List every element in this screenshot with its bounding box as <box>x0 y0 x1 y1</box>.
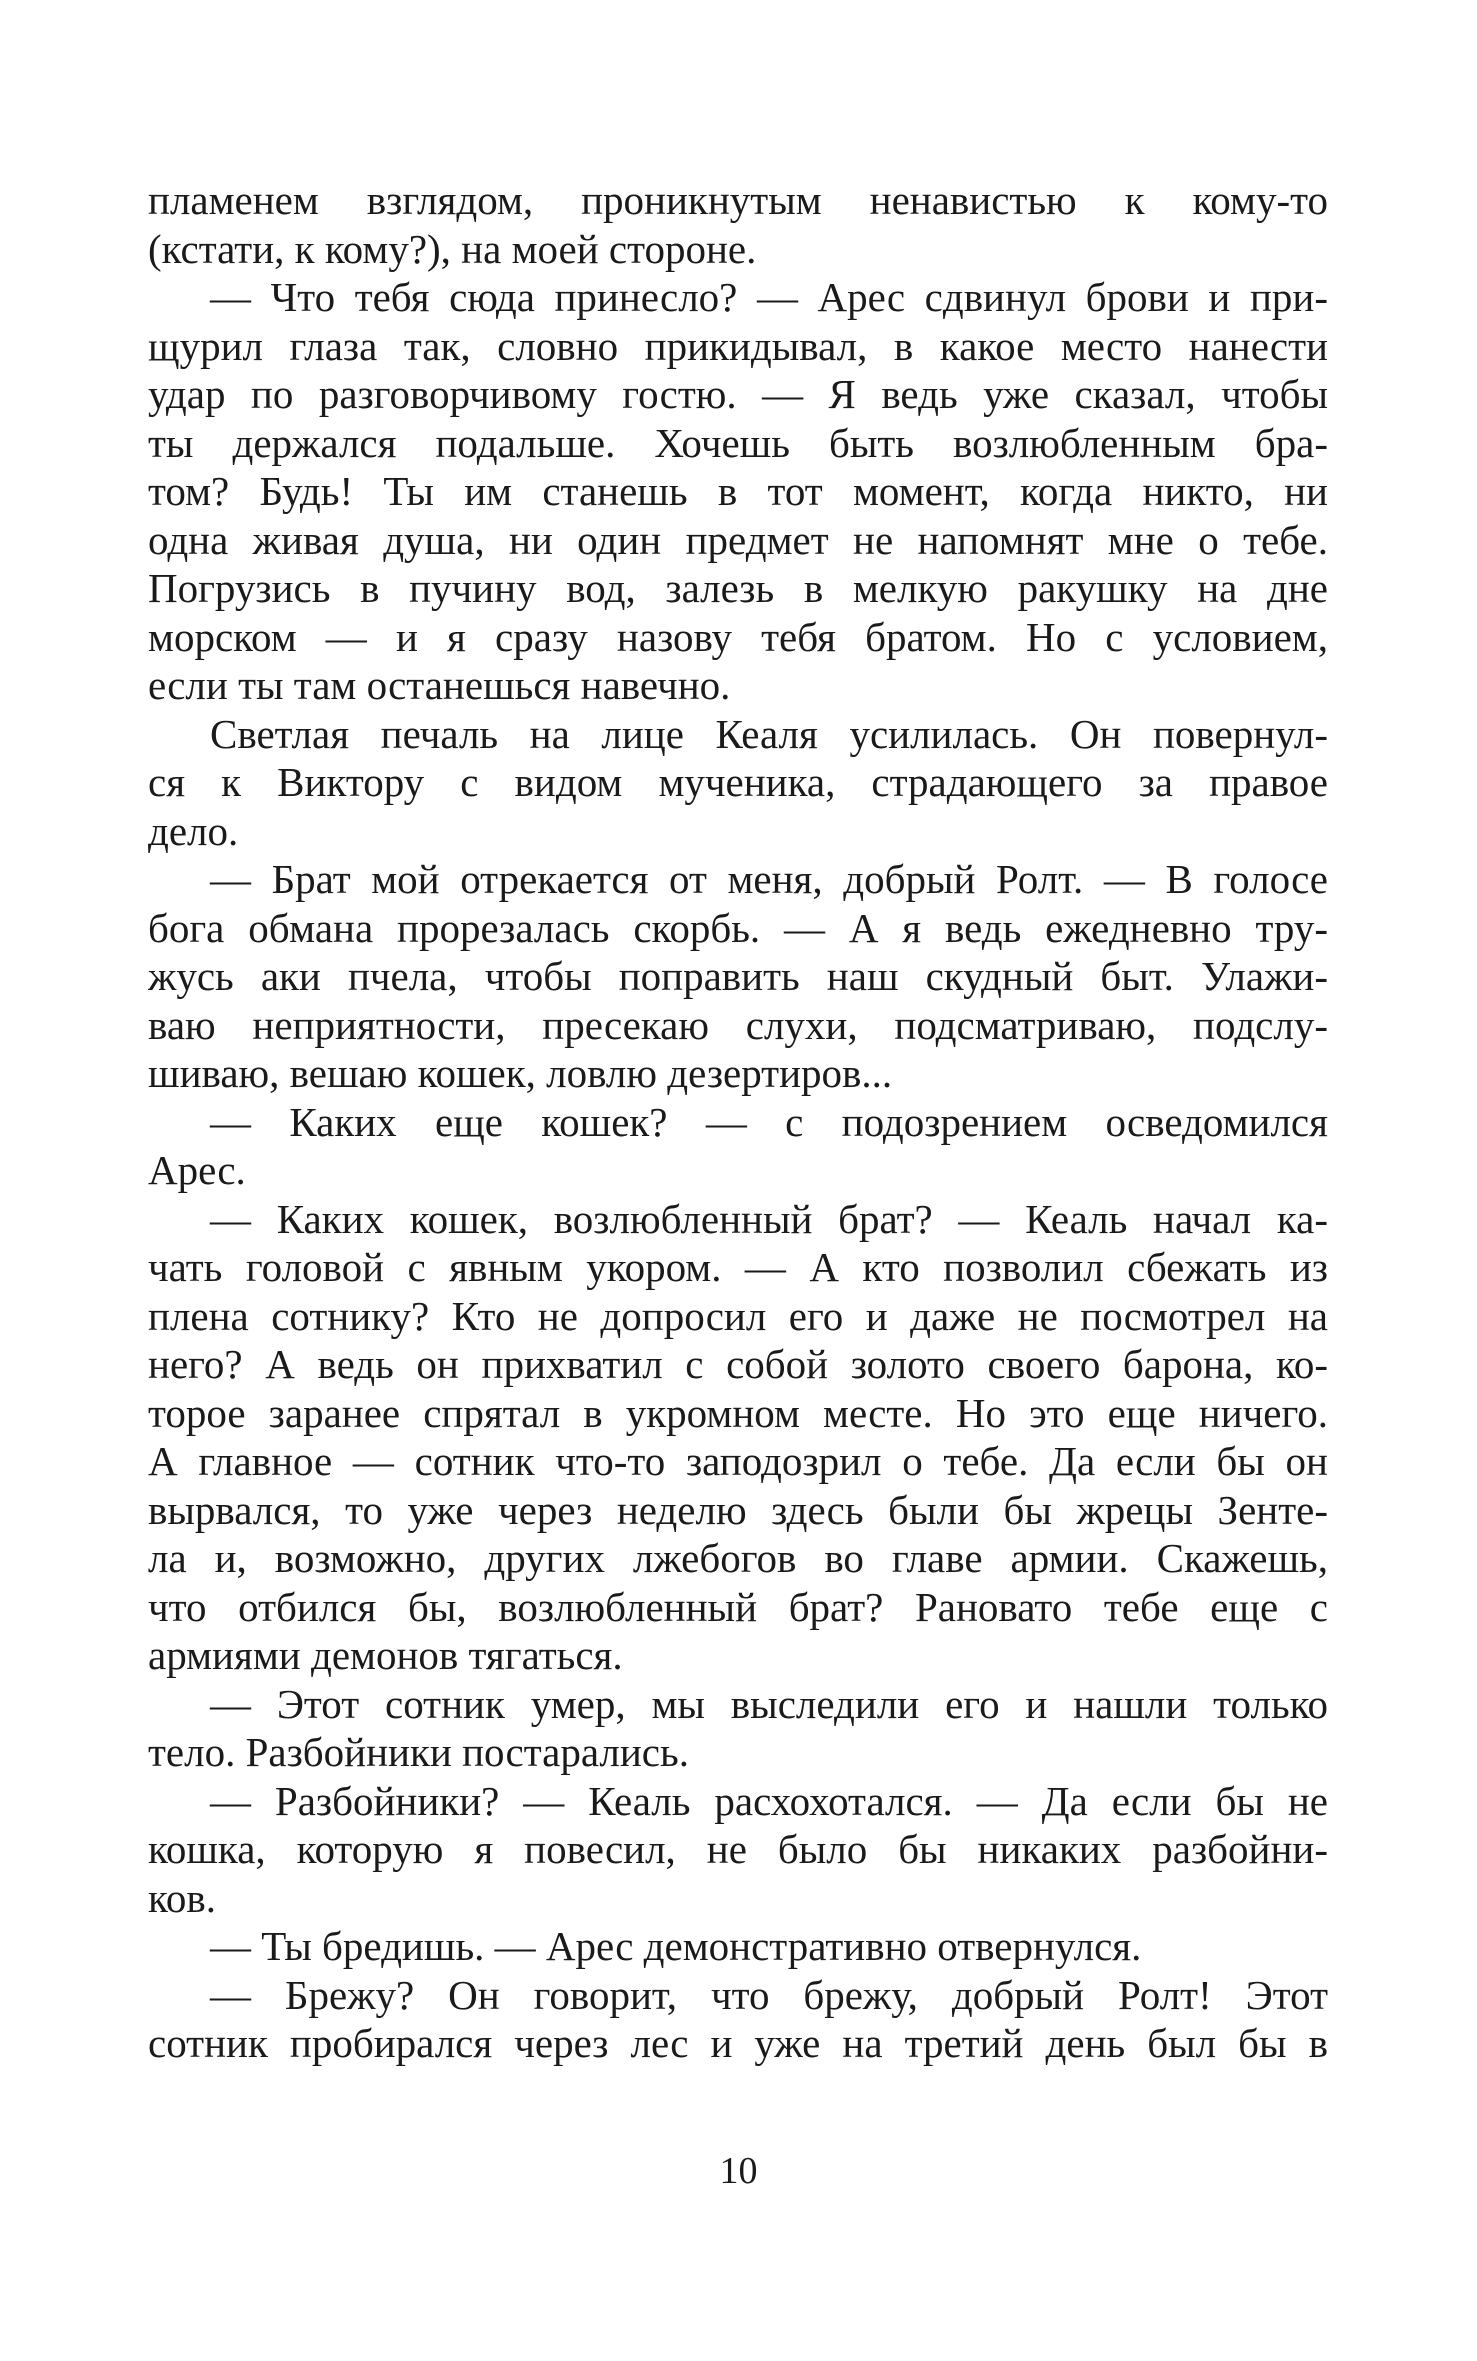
text-line: тело. Разбойники постарались. <box>148 1729 689 1775</box>
text-line: него? А ведь он прихватил с собой золото своего барона, ко- <box>148 1341 1328 1387</box>
text-line: бога обмана прорезалась скорбь. — А я ведь ежедневно тру- <box>148 904 1328 951</box>
text-line: щурил глаза так, словно прикидывал, в какое место нанести <box>148 322 1328 369</box>
text-line: вырвался, то уже через неделю здесь были бы жрецы Зенте- <box>148 1486 1328 1533</box>
text-line: удар по разговорчивому гостю. — Я ведь уже сказал, чтобы <box>148 371 1328 417</box>
text-line: Арес. <box>148 1147 246 1193</box>
text-line: торое заранее спрятал в укромном месте. Но это еще ничего. <box>148 1389 1328 1436</box>
text-line: — Что тебя сюда принесло? — Арес сдвинул брови и при- <box>210 274 1328 320</box>
text-line: что отбился бы, возлюбленный брат? Рановато тебе еще с <box>148 1583 1328 1630</box>
text-line: — Этот сотник умер, мы выследили его и нашли только <box>210 1680 1328 1727</box>
text-line: жусь аки пчела, чтобы поправить наш скудный быт. Улажи- <box>148 953 1328 999</box>
text-line: армиями демонов тягаться. <box>148 1632 623 1678</box>
text-line: если ты там останешься навечно. <box>148 662 731 708</box>
body-text <box>148 176 1328 2068</box>
text-line: том? Будь! Ты им станешь в тот момент, когда никто, ни <box>148 468 1328 514</box>
text-line: — Брат мой отрекается от меня, добрый Ролт. — В голосе <box>210 856 1328 902</box>
text-line: одна живая душа, ни один предмет не напомнят мне о тебе. <box>148 516 1328 563</box>
text-line: дело. <box>148 807 239 854</box>
text-line: ты держался подальше. Хочешь быть возлюбленным бра- <box>148 419 1328 466</box>
text-line: чать головой с явным укором. — А кто позволил сбежать из <box>148 1244 1328 1290</box>
text-line: — Каких еще кошек? — с подозрением осведомился <box>210 1098 1328 1145</box>
text-line: ваю неприятности, пресекаю слухи, подсматриваю, подслу- <box>148 1001 1328 1048</box>
text-line: (кстати, к кому?), на моей стороне. <box>148 225 757 272</box>
text-line: — Каких кошек, возлюбленный брат? — Кеаль начал ка- <box>210 1195 1328 1242</box>
text-line: Светлая печаль на лице Кеаля усилилась. Он повернул- <box>210 710 1328 757</box>
text-line: ла и, возможно, других лжебогов во главе армии. Скажешь, <box>148 1535 1328 1581</box>
text-line: пламенем взглядом, проникнутым ненавистью к кому-то <box>148 177 1328 223</box>
text-line: шиваю, вешаю кошек, ловлю дезертиров... <box>148 1050 893 1096</box>
text-line: — Брежу? Он говорит, что брежу, добрый Ролт! Этот <box>210 1971 1328 2018</box>
text-line: ся к Виктору с видом мученика, страдающего за правое <box>148 759 1328 805</box>
text-line: сотник пробирался через лес и уже на третий день был бы в <box>148 2020 1328 2066</box>
page-number: 10 <box>719 2150 758 2192</box>
text-line: кошка, которую я повесил, не было бы никаких разбойни- <box>148 1826 1328 1872</box>
text-line: — Разбойники? — Кеаль расхохотался. — Да если бы не <box>210 1777 1328 1824</box>
text-line: Погрузись в пучину вод, залезь в мелкую ракушку на дне <box>148 565 1328 611</box>
text-line: морском — и я сразу назову тебя братом. Но с условием, <box>148 613 1328 660</box>
text-line: плена сотнику? Кто не допросил его и даже не посмотрел на <box>148 1292 1328 1339</box>
text-line: — Ты бредишь. — Арес демонстративно отвернулся. <box>210 1923 1142 1969</box>
text-line: А главное — сотник что-то заподозрил о тебе. Да если бы он <box>148 1438 1328 1484</box>
text-line: ков. <box>148 1874 216 1921</box>
